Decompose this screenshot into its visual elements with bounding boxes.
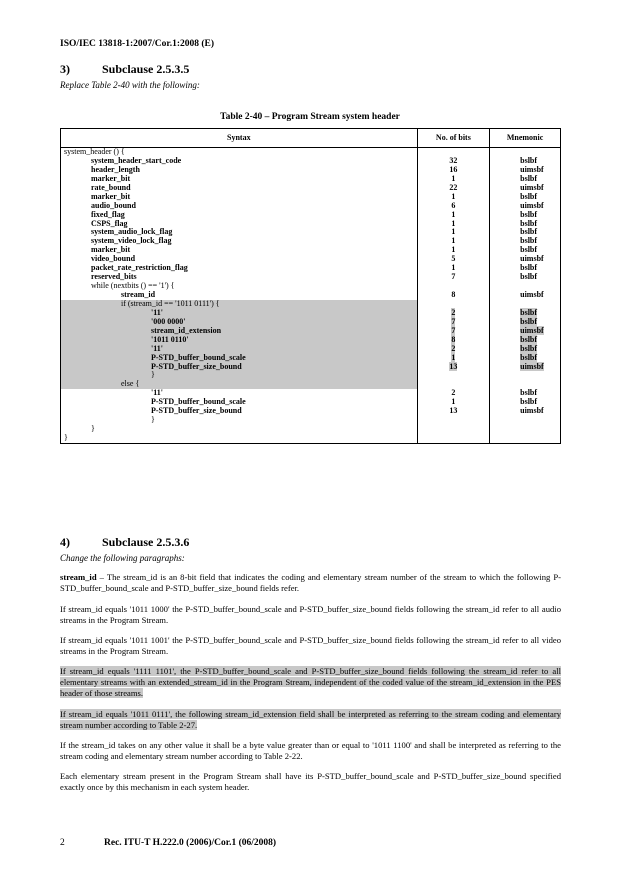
paragraph-text: If the stream_id takes on any other value it shall be a byte value greater than or equal to '1011 1100' and shall be interpreted as referring to the stream coding and elementary stream number according to Table 2-22. xyxy=(60,740,561,762)
syntax-row xyxy=(61,407,417,416)
syntax-cell: '000 0000' xyxy=(151,316,186,326)
mnemonic-cell: bslbf xyxy=(520,236,538,246)
bits-cell: 5 xyxy=(451,254,456,264)
mnemonic-cell: uimsbf xyxy=(520,325,544,335)
mnemonic-cell: bslbf xyxy=(520,397,538,407)
syntax-cell: '1011 0110' xyxy=(151,334,189,344)
syntax-column xyxy=(61,148,418,444)
section-4-heading xyxy=(60,535,189,550)
bits-cell: 32 xyxy=(449,155,458,165)
mnemonic-cell: bslbf xyxy=(520,227,538,237)
paragraph-text: – The stream_id is an 8-bit field that indicates the coding and elementary stream number of the stream to which the following P-STD_buffer_bound_scale and P-STD_buffer_size_bound fields refer. xyxy=(60,572,561,594)
syntax-cell: P-STD_buffer_bound_scale xyxy=(151,397,246,407)
mnemonic-cell: uimsbf xyxy=(520,361,544,371)
bits-cell: 13 xyxy=(449,361,458,371)
syntax-cell: if (stream_id == '1011 0111') { xyxy=(121,298,220,308)
paragraph-audio xyxy=(60,604,561,626)
syntax-cell: video_bound xyxy=(91,254,136,264)
syntax-row xyxy=(61,282,417,291)
syntax-cell: system_header () { xyxy=(64,147,125,156)
mnemonic-row xyxy=(490,407,560,416)
mnemonic-cell: uimsbf xyxy=(520,200,544,210)
syntax-cell: marker_bit xyxy=(91,245,131,255)
bits-row xyxy=(418,363,490,372)
mnemonic-cell: bslbf xyxy=(520,155,538,165)
syntax-row xyxy=(61,309,417,318)
mnemonic-cell: bslbf xyxy=(520,307,538,317)
term-stream-id: stream_id xyxy=(60,572,97,582)
mnemonic-cell: bslbf xyxy=(520,209,538,219)
syntax-cell: header_length xyxy=(91,164,140,174)
page-number: 2 xyxy=(60,838,65,848)
page-footer xyxy=(60,838,276,848)
bits-row xyxy=(418,434,490,443)
bits-cell: 7 xyxy=(451,325,456,335)
mnemonic-cell: bslbf xyxy=(520,388,538,398)
mnemonic-cell: bslbf xyxy=(520,191,538,201)
syntax-row xyxy=(61,380,417,389)
mnemonic-cell: bslbf xyxy=(520,343,538,353)
paragraph-video xyxy=(60,635,561,657)
document-header: ISO/IEC 13818-1:2007/Cor.1:2008 (E) xyxy=(60,39,215,49)
bits-row xyxy=(418,273,490,282)
mnemonic-column xyxy=(490,148,561,444)
footer-reference: Rec. ITU-T H.222.0 (2006)/Cor.1 (06/2008) xyxy=(104,838,277,848)
syntax-cell: while (nextbits () == '1') { xyxy=(91,281,175,291)
paragraph-extended xyxy=(60,666,561,700)
mnemonic-cell: uimsbf xyxy=(520,254,544,264)
syntax-cell: P-STD_buffer_size_bound xyxy=(151,406,242,416)
syntax-cell: } xyxy=(151,415,155,425)
syntax-cell: marker_bit xyxy=(91,191,131,201)
bits-cell: 1 xyxy=(451,191,456,201)
bits-row xyxy=(418,425,490,434)
mnemonic-cell: bslbf xyxy=(520,316,538,326)
paragraph-text-highlighted: If stream_id equals '1011 0111', the following stream_id_extension field shall be interpreted as referring to the stream coding and elementary stream number according to Table 2-27. xyxy=(60,709,561,731)
section-3-instruction: Replace Table 2-40 with the following: xyxy=(60,80,200,90)
bits-cell: 8 xyxy=(451,334,456,344)
mnemonic-cell: bslbf xyxy=(520,263,538,273)
bits-cell: 1 xyxy=(451,218,456,228)
mnemonic-cell: bslbf xyxy=(520,352,538,362)
mnemonic-row xyxy=(490,291,560,300)
col-header-syntax: Syntax xyxy=(61,129,418,148)
bits-cell: 7 xyxy=(451,316,456,326)
syntax-row xyxy=(61,425,417,434)
bits-row xyxy=(418,407,490,416)
mnemonic-cell: uimsbf xyxy=(520,406,544,416)
paragraph-each xyxy=(60,771,561,793)
syntax-cell: P-STD_buffer_size_bound xyxy=(151,361,242,371)
paragraph-other xyxy=(60,740,561,762)
syntax-row xyxy=(61,434,417,443)
bits-cell: 1 xyxy=(451,263,456,273)
bits-cell: 7 xyxy=(451,272,456,282)
mnemonic-row xyxy=(490,363,560,372)
paragraph-text: Each elementary stream present in the Program Stream shall have its P-STD_buffer_bound_scale and P-STD_buffer_size_bound specified exactly once by this mechanism in each system header. xyxy=(60,771,561,793)
syntax-row xyxy=(61,291,417,300)
syntax-row xyxy=(61,318,417,327)
mnemonic-cell: bslbf xyxy=(520,173,538,183)
syntax-cell: reserved_bits xyxy=(91,272,137,282)
syntax-cell: } xyxy=(91,424,95,434)
syntax-cell: P-STD_buffer_bound_scale xyxy=(151,352,246,362)
table-caption: Table 2-40 – Program Stream system header xyxy=(220,112,400,122)
syntax-row xyxy=(61,336,417,345)
bits-cell: 1 xyxy=(451,209,456,219)
mnemonic-row xyxy=(490,434,560,443)
syntax-cell: rate_bound xyxy=(91,182,131,192)
mnemonic-row xyxy=(490,371,560,380)
mnemonic-cell: bslbf xyxy=(520,245,538,255)
syntax-row xyxy=(61,416,417,425)
bits-cell: 13 xyxy=(449,406,458,416)
syntax-cell: stream_id xyxy=(121,290,156,299)
mnemonic-row xyxy=(490,273,560,282)
mnemonic-row xyxy=(490,416,560,425)
syntax-row xyxy=(61,327,417,336)
bits-cell: 16 xyxy=(449,164,458,174)
bits-cell: 1 xyxy=(451,352,456,362)
paragraph-text: If stream_id equals '1011 1000' the P-STD_buffer_bound_scale and P-STD_buffer_size_bound fields following the stream_id refer to all audio streams in the Program Stream. xyxy=(60,604,561,626)
bits-row xyxy=(418,371,490,380)
bits-column xyxy=(417,148,490,444)
syntax-row xyxy=(61,371,417,380)
section-3-title: Subclause 2.5.3.5 xyxy=(102,62,190,76)
bits-cell: 1 xyxy=(451,236,456,246)
syntax-cell: else { xyxy=(121,379,140,389)
col-header-mnemonic: Mnemonic xyxy=(490,129,561,148)
paragraph-stream-id xyxy=(60,572,561,594)
bits-cell: 6 xyxy=(451,200,456,210)
mnemonic-cell: uimsbf xyxy=(520,290,544,299)
bits-cell: 22 xyxy=(449,182,458,192)
syntax-cell: } xyxy=(151,370,155,380)
syntax-cell: packet_rate_restriction_flag xyxy=(91,263,188,273)
syntax-cell: marker_bit xyxy=(91,173,131,183)
section-4-number: 4) xyxy=(60,535,70,549)
mnemonic-cell: bslbf xyxy=(520,272,538,282)
syntax-cell: system_video_lock_flag xyxy=(91,236,172,246)
bits-row xyxy=(418,291,490,300)
section-3-number: 3) xyxy=(60,62,70,76)
syntax-cell: '11' xyxy=(151,388,164,398)
syntax-row xyxy=(61,363,417,372)
section-3-heading xyxy=(60,62,189,77)
syntax-cell: '11' xyxy=(151,343,164,353)
syntax-cell: CSPS_flag xyxy=(91,218,128,228)
syntax-cell: fixed_flag xyxy=(91,209,125,219)
mnemonic-cell: bslbf xyxy=(520,218,538,228)
section-4-title: Subclause 2.5.3.6 xyxy=(102,535,190,549)
bits-cell: 2 xyxy=(451,307,456,317)
bits-cell: 2 xyxy=(451,343,456,353)
syntax-cell: stream_id_extension xyxy=(151,325,222,335)
paragraph-text: If stream_id equals '1011 1001' the P-STD_buffer_bound_scale and P-STD_buffer_size_bound fields following the stream_id refer to all video streams in the Program Stream. xyxy=(60,635,561,657)
syntax-cell: system_audio_lock_flag xyxy=(91,227,173,237)
mnemonic-cell: uimsbf xyxy=(520,182,544,192)
bits-row xyxy=(418,416,490,425)
mnemonic-cell: bslbf xyxy=(520,334,538,344)
bits-cell: 2 xyxy=(451,388,456,398)
syntax-cell: '11' xyxy=(151,307,164,317)
bits-cell: 1 xyxy=(451,397,456,407)
syntax-table xyxy=(60,128,561,444)
mnemonic-row xyxy=(490,425,560,434)
bits-cell: 8 xyxy=(451,290,456,299)
bits-cell: 1 xyxy=(451,227,456,237)
paragraph-extension xyxy=(60,709,561,731)
col-header-bits: No. of bits xyxy=(417,129,490,148)
paragraph-text-highlighted: If stream_id equals '1111 1101', the P-STD_buffer_bound_scale and P-STD_buffer_size_bound fields following the stream_id refer to all elementary streams with an extended_stream_id in the Program Stream, independent of the coded value of the stream_id_extension in the PES header of those streams. xyxy=(60,666,561,699)
syntax-row xyxy=(61,300,417,309)
syntax-cell: audio_bound xyxy=(91,200,136,210)
syntax-cell: system_header_start_code xyxy=(91,155,182,165)
syntax-cell: } xyxy=(64,433,68,442)
bits-cell: 1 xyxy=(451,245,456,255)
section-4-instruction: Change the following paragraphs: xyxy=(60,553,185,563)
mnemonic-cell: uimsbf xyxy=(520,164,544,174)
bits-cell: 1 xyxy=(451,173,456,183)
